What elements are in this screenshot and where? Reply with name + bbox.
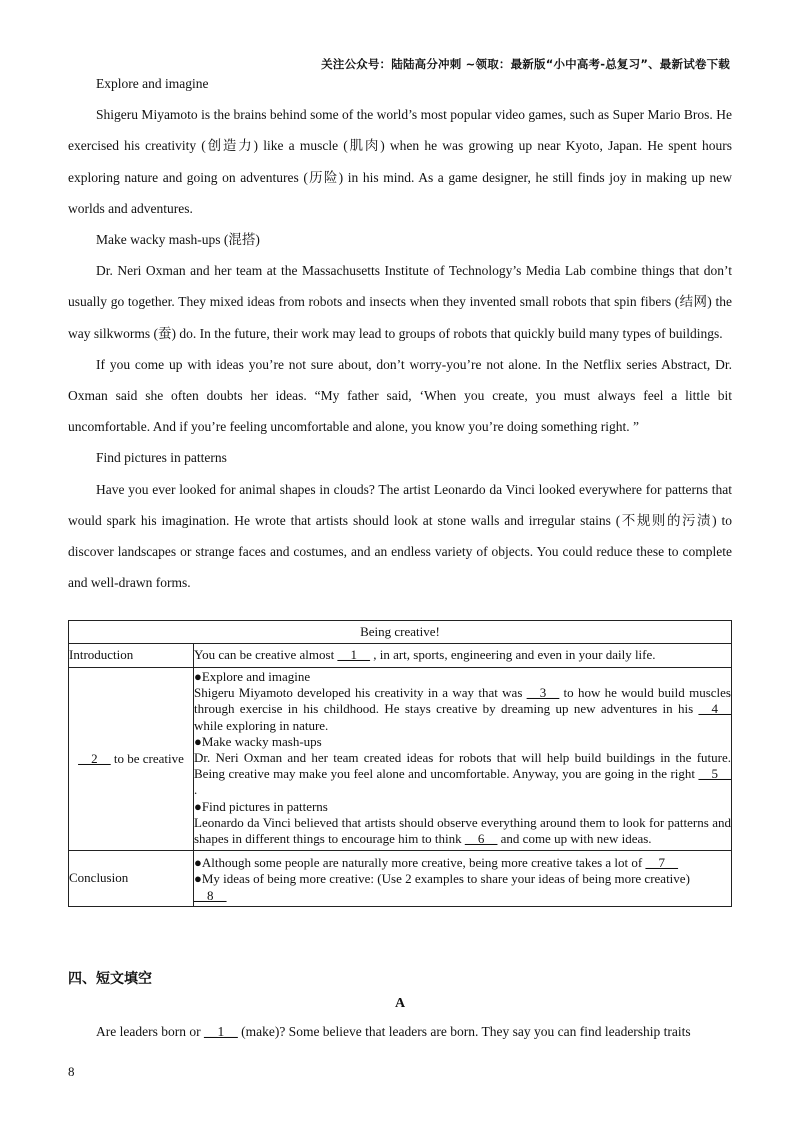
blank-3: __3__ xyxy=(526,685,560,701)
summary-table xyxy=(68,620,732,907)
conclusion-label: Conclusion xyxy=(69,851,194,907)
blank-5: __5__ xyxy=(698,766,731,782)
conclusion-bullet-1: ●Although some people are naturally more creative, being more creative takes a lot of __7__ xyxy=(194,855,678,871)
page-header: 关注公众号：陆陆高分冲刺 ~领取：最新版“小中高考-总复习”、最新试卷下载 xyxy=(321,57,730,71)
part-label: A xyxy=(394,996,406,1011)
heading-explore: Explore and imagine xyxy=(96,76,209,91)
intro-text: You can be creative almost __1__ , in art, sports, engineering and even in your daily life. xyxy=(194,644,732,668)
bullet-mashups-text: Dr. Neri Oxman and her team created ideas for robots that will help build buildings in the future. Being creative may make you feel alone and uncomfortable. Anyway, you are going in the right __5__ . xyxy=(194,750,731,798)
conclusion-bullet-2: ●My ideas of being more creative: (Use 2 examples to share your ideas of being more creative) xyxy=(194,871,690,887)
heading-mashups: Make wacky mash-ups (混搭) xyxy=(96,232,260,248)
bullet-patterns-head: ●Find pictures in patterns xyxy=(194,798,328,814)
page-number: 8 xyxy=(68,1064,75,1079)
paragraph-miyamoto: Shigeru Miyamoto is the brains behind some of the world’s most popular video games, such as Super Mario Bros. He exercised his creativity (创造力) like a muscle (肌肉) when he was growing up near Kyoto, Japan. He spent hours exploring nature and going on adventures (历险) in his mind. As a game designer, he still finds joy in making up new worlds and adventures. xyxy=(68,107,732,216)
blank-8: __8__ xyxy=(194,887,227,903)
section-title: 四、短文填空 xyxy=(68,971,152,987)
method-text xyxy=(194,668,732,851)
passage-a-first-line: Are leaders born or __1__ (make)? Some believe that leaders are born. They say you can find leadership traits xyxy=(96,1024,691,1039)
bullet-explore-head: ●Explore and imagine xyxy=(194,669,311,684)
bullet-explore-text: Shigeru Miyamoto developed his creativity in a way that was __3__ to how he would build muscles through exercise in his childhood. He stays creative by dreaming up new adventures in his __4__ while exploring in nature. xyxy=(194,685,731,733)
blank-1: __1__ xyxy=(337,647,370,663)
method-label: __2__ to be creative xyxy=(69,668,194,851)
paragraph-davinci: Have you ever looked for animal shapes in clouds? The artist Leonardo da Vinci looked everywhere for patterns that would spark his imagination. He wrote that artists should look at stone walls and irregular stains (不规则的污渍) to discover landscapes or strange faces and costumes, and an endless variety of objects. You could reduce these to complete and well-drawn forms. xyxy=(68,481,732,591)
heading-patterns: Find pictures in patterns xyxy=(96,450,227,466)
conclusion-text xyxy=(194,851,732,907)
intro-label: Introduction xyxy=(69,644,194,668)
bullet-patterns-text: Leonardo da Vinci believed that artists should observe everything around them to look for patterns and shapes in different things to encourage him to think __6__ and come up with new ideas. xyxy=(194,814,731,847)
blank-2: __2__ xyxy=(78,751,111,767)
blank-a1: __1__ xyxy=(203,1024,238,1039)
blank-6: __6__ xyxy=(464,831,498,847)
blank-7: __7__ xyxy=(645,855,678,871)
paragraph-doubts: If you come up with ideas you’re not sure about, don’t worry-you’re not alone. In the Netflix series Abstract, Dr. Oxman said she often doubts her ideas. “My father said, ‘When you create, you must always feel a little bit uncomfortable. And if you’re feeling uncomfortable and alone, you know you’re doing something right. ” xyxy=(68,356,732,435)
bullet-mashups-head: ●Make wacky mash-ups xyxy=(194,733,322,749)
paragraph-oxman: Dr. Neri Oxman and her team at the Massachusetts Institute of Technology’s Media Lab combine things that don’t usually go together. They mixed ideas from robots and insects when they invented small robots that spin fibers (结网) the way silkworms (蚕) do. In the future, their work may lead to groups of robots that quickly build many types of buildings. xyxy=(68,263,732,341)
table-title: Being creative! xyxy=(69,621,732,644)
blank-4: __4__ xyxy=(698,701,731,717)
passage xyxy=(68,68,732,598)
